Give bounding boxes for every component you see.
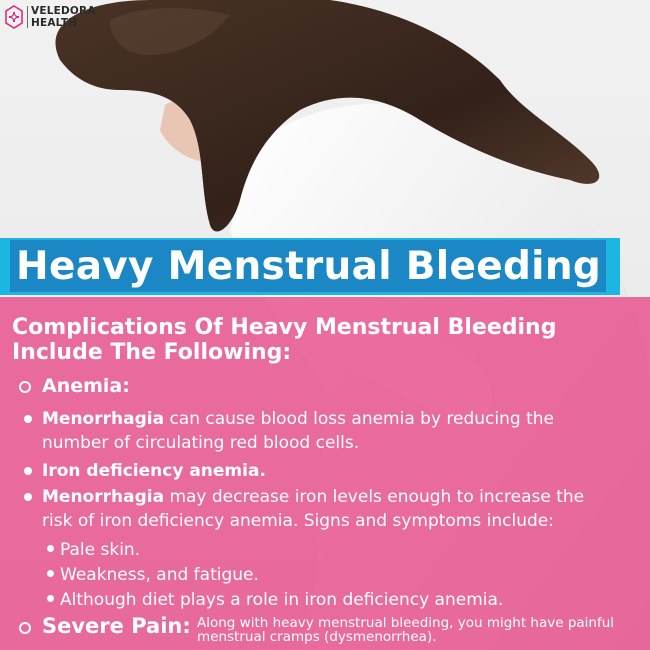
logo-divider — [27, 6, 28, 28]
list-item-text: may decrease iron levels enough to increase the — [164, 487, 585, 507]
symptom-item — [0, 563, 650, 587]
list-item-bold: Iron deficiency anemia. — [42, 461, 266, 481]
brand-logo — [4, 5, 96, 29]
ring-bullet-icon — [19, 622, 31, 634]
list-item-bold: Menorrhagia — [42, 487, 165, 507]
symptom-text: Pale skin. — [60, 540, 141, 560]
title-banner — [0, 238, 620, 295]
pain-desc-line1: Along with heavy menstrual bleeding, you might have painful — [197, 615, 615, 631]
title-banner-inner — [10, 240, 606, 292]
logo-text — [31, 5, 96, 29]
sub-bullet-icon — [47, 595, 54, 602]
symptom-item — [0, 538, 650, 562]
brand-name-line1: VELEDORA — [31, 5, 96, 17]
pain-row — [0, 615, 650, 647]
list-item-line1 — [42, 485, 584, 509]
anemia-row — [0, 374, 650, 400]
list-item — [0, 485, 650, 535]
section-heading — [12, 315, 642, 365]
sub-bullet-icon — [47, 545, 54, 552]
heading-line1: Complications Of Heavy Menstrual Bleeding — [12, 315, 557, 340]
brand-name-line2: HEALTH — [31, 17, 78, 29]
symptom-item — [0, 588, 650, 612]
list-item-bold: Menorrhagia — [42, 409, 165, 429]
bullet-icon — [24, 493, 32, 501]
list-item-line2: number of circulating red blood cells. — [42, 433, 360, 453]
list-item — [0, 459, 650, 483]
list-item-line2: risk of iron deficiency anemia. Signs and symptoms include: — [42, 511, 554, 531]
symptom-text: Weakness, and fatigue. — [60, 565, 259, 585]
sub-bullet-icon — [47, 570, 54, 577]
pain-desc-line2: menstrual cramps (dysmenorrhea). — [197, 629, 437, 645]
bullet-icon — [24, 415, 32, 423]
veledora-logo-icon — [4, 5, 24, 29]
ring-bullet-icon — [19, 381, 31, 393]
heading-line2: Include The Following: — [12, 340, 292, 365]
anemia-label: Anemia: — [42, 375, 130, 397]
pain-label: Severe Pain: — [42, 614, 191, 638]
list-item-line1 — [42, 407, 554, 431]
bullet-icon — [24, 467, 32, 475]
page-title: Heavy Menstrual Bleeding — [16, 243, 602, 289]
list-item — [0, 407, 650, 457]
symptom-text: Although diet plays a role in iron deficiency anemia. — [60, 590, 504, 610]
list-item-text: can cause blood loss anemia by reducing the — [164, 409, 554, 429]
